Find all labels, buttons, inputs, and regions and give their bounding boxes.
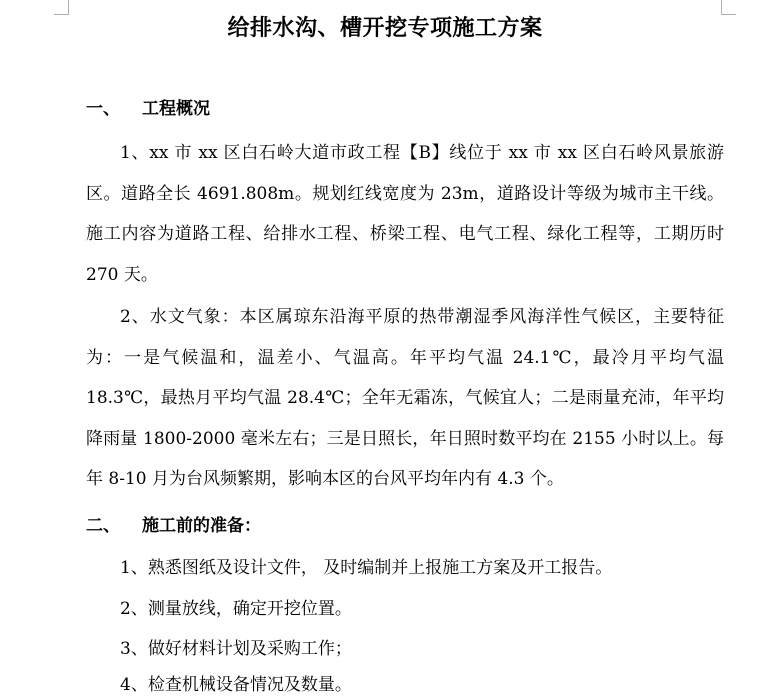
section-number: 一、 — [86, 99, 120, 119]
section-heading-text: 施工前的准备： — [142, 516, 261, 536]
section-number: 二、 — [86, 516, 120, 536]
section-heading-text: 工程概况 — [142, 99, 210, 119]
document-title: 给排水沟、槽开挖专项施工方案 — [227, 15, 543, 41]
section-heading-preparation — [86, 511, 261, 541]
list-item: 2、测量放线，确定开挖位置。 — [120, 599, 352, 619]
list-item: 4、检查机械设备情况及数量。 — [120, 675, 352, 695]
list-item: 1、熟悉图纸及设计文件， 及时编制并上报施工方案及开工报告。 — [120, 558, 613, 578]
list-item: 3、做好材料计划及采购工作； — [120, 639, 352, 659]
paragraph-project-info: 1、xx 市 xx 区白石岭大道市政工程【B】线位于 xx 市 xx 区白石岭风景旅游区。道路全长 4691.808m。规划红线宽度为 23m，道路设计等级为城市主干线。施工内容为道路工程、给排水工程、桥梁工程、电气工程、绿化工程等，工期历时 270 天。 — [86, 143, 724, 285]
section-heading-overview — [86, 94, 210, 124]
paragraph-climate: 2、水文气象：本区属琼东沿海平原的热带潮湿季风海洋性气候区，主要特征为：一是气候温和，温差小、气温高。年平均气温 24.1℃，最冷月平均气温 18.3℃，最热月平均气温 28.4℃；全年无霜冻，气候宜人；二是雨量充沛，年平均降雨量 1800-2000 毫米左右；三是日照长，年日照时数平均在 2155 小时以上。每年 8-10 月为台风频繁期，影响本区的台风平均年内有 4.3 个。 — [86, 307, 724, 489]
